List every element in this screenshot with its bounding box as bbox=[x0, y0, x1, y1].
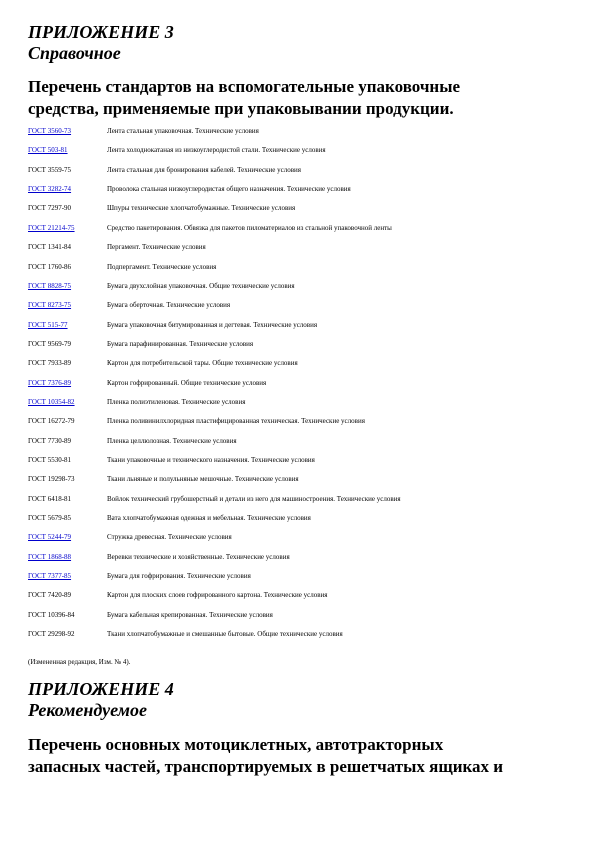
standard-row bbox=[28, 144, 588, 156]
standard-description: Подпергамент. Технические условия bbox=[107, 262, 217, 271]
standard-row bbox=[28, 531, 588, 543]
standard-row bbox=[28, 183, 588, 195]
standard-description: Бумага двухслойная упаковочная. Общие технические условия bbox=[107, 281, 295, 290]
standard-code-link[interactable]: ГОСТ 21214-75 bbox=[28, 223, 75, 232]
standard-code-link[interactable]: ГОСТ 7376-89 bbox=[28, 378, 72, 387]
standard-code: ГОСТ 29298-92 bbox=[28, 630, 75, 639]
standard-code: ГОСТ 7933-89 bbox=[28, 359, 72, 368]
standard-code: ГОСТ 1341-84 bbox=[28, 243, 72, 252]
standard-row bbox=[28, 202, 588, 214]
appendix-3-heading-line-2: средства, применяемые при упаковывании продукции. bbox=[28, 99, 454, 118]
standard-row bbox=[28, 396, 588, 408]
standard-description: Пергамент. Технические условия bbox=[107, 243, 206, 252]
standard-row bbox=[28, 261, 588, 273]
standard-code: ГОСТ 3559-75 bbox=[28, 165, 72, 174]
appendix-3-heading-line-1: Перечень стандартов на вспомогательные упаковочные bbox=[28, 77, 461, 96]
standard-description: Лента холоднокатаная из низкоуглеродистой стали. Технические условия bbox=[107, 146, 326, 155]
standard-description: Бумага парафинированная. Технические условия bbox=[107, 339, 254, 348]
standard-code-link[interactable]: ГОСТ 5244-79 bbox=[28, 533, 72, 542]
standard-description: Вата хлопчатобумажная одежная и мебельная. Технические условия bbox=[107, 514, 311, 522]
standard-row bbox=[28, 377, 588, 389]
appendix-3-title: ПРИЛОЖЕНИЕ 3 bbox=[28, 22, 174, 42]
standard-description: Войлок технический грубошерстный и детали из него для машиностроения. Технические условия bbox=[107, 494, 401, 503]
standard-row bbox=[28, 551, 588, 563]
appendix-4-heading-line-1: Перечень основных мотоциклетных, автотракторных bbox=[28, 735, 444, 754]
standard-code: ГОСТ 10396-84 bbox=[28, 610, 75, 619]
standard-code-link[interactable]: ГОСТ 8828-75 bbox=[28, 281, 72, 290]
standard-code: ГОСТ 16272-79 bbox=[28, 417, 75, 426]
standard-description: Пленка целлюлозная. Технические условия bbox=[107, 436, 237, 445]
standard-row bbox=[28, 299, 588, 311]
standard-description: Шпуры технические хлопчатобумажные. Технические условия bbox=[107, 204, 296, 213]
standard-code-link[interactable]: ГОСТ 503-81 bbox=[28, 146, 68, 155]
standard-row bbox=[28, 125, 588, 137]
standard-code: ГОСТ 7297-90 bbox=[28, 204, 72, 213]
standard-code-link[interactable]: ГОСТ 1868-88 bbox=[28, 552, 72, 561]
standard-description: Средство пакетирования. Обвязка для пакетов пиломатериалов из стальной упаковочной ленты bbox=[107, 223, 392, 232]
standard-description: Ткани льняные и полульняные мешочные. Технические условия bbox=[107, 475, 299, 484]
standard-code-link[interactable]: ГОСТ 8273-75 bbox=[28, 301, 72, 310]
standard-description: Пленка поливинилхлоридная пластифицированная техническая. Технические условия bbox=[107, 417, 365, 426]
standard-code-link[interactable]: ГОСТ 7377-85 bbox=[28, 572, 72, 580]
appendix-4-subtitle: Рекомендуемое bbox=[28, 700, 147, 720]
standard-code: ГОСТ 7420-89 bbox=[28, 591, 72, 600]
standard-description: Проволока стальная низкоуглеродистая общего назначения. Технические условия bbox=[107, 185, 351, 194]
standard-code: ГОСТ 5530-81 bbox=[28, 456, 72, 464]
standard-row bbox=[28, 493, 588, 505]
standard-code: ГОСТ 7730-89 bbox=[28, 436, 72, 445]
standard-row bbox=[28, 241, 588, 253]
standard-code: ГОСТ 9569-79 bbox=[28, 339, 72, 348]
standard-description: Картон гофрированный. Общие технические условия bbox=[107, 378, 267, 387]
standard-description: Лента стальная для бронирования кабелей. Технические условия bbox=[107, 165, 301, 174]
standard-description: Картон для потребительской тары. Общие технические условия bbox=[107, 359, 298, 368]
standard-description: Бумага упаковочная битумированная и дегтевая. Технические условия bbox=[107, 320, 318, 329]
standard-row bbox=[28, 222, 588, 234]
standard-description: Бумага кабельная крепированная. Технические условия bbox=[107, 610, 273, 619]
standard-code-link[interactable]: ГОСТ 3282-74 bbox=[28, 185, 72, 194]
standard-row bbox=[28, 609, 588, 621]
standard-description: Лента стальная упаковочная. Технические условия bbox=[107, 127, 259, 135]
standard-description: Ткани упаковочные и технического назначения. Технические условия bbox=[107, 456, 315, 464]
standard-row bbox=[28, 319, 588, 331]
appendix-4-heading-line-2: запасных частей, транспортируемых в решетчатых ящиках и bbox=[28, 757, 504, 776]
standard-row bbox=[28, 628, 588, 640]
standard-code: ГОСТ 19298-73 bbox=[28, 475, 75, 484]
standard-code: ГОСТ 5679-85 bbox=[28, 514, 72, 522]
standard-code-link[interactable]: ГОСТ 10354-82 bbox=[28, 397, 75, 406]
standard-row bbox=[28, 570, 588, 582]
standard-description: Бумага оберточная. Технические условия bbox=[107, 301, 231, 310]
standard-row bbox=[28, 589, 588, 601]
standard-description: Пленка полиэтиленовая. Технические условия bbox=[107, 397, 246, 406]
standard-row bbox=[28, 338, 588, 350]
standard-code: ГОСТ 1760-86 bbox=[28, 262, 72, 271]
standard-code: ГОСТ 6418-81 bbox=[28, 494, 72, 503]
standard-code-link[interactable]: ГОСТ 515-77 bbox=[28, 320, 68, 329]
standard-description: Бумага для гофрирования. Технические условия bbox=[107, 572, 251, 580]
standard-code-link[interactable]: ГОСТ 3560-73 bbox=[28, 127, 72, 135]
standard-description: Стружка древесная. Технические условия bbox=[107, 533, 232, 542]
standard-row bbox=[28, 473, 588, 485]
appendix-4-title: ПРИЛОЖЕНИЕ 4 bbox=[28, 679, 174, 699]
appendix-3-heading bbox=[28, 76, 573, 120]
standard-row bbox=[28, 435, 588, 447]
standard-row bbox=[28, 415, 588, 427]
standard-row bbox=[28, 164, 588, 176]
standard-row bbox=[28, 280, 588, 292]
standard-description: Ткани хлопчатобумажные и смешанные бытовые. Общие технические условия bbox=[107, 630, 343, 639]
standard-row bbox=[28, 454, 588, 466]
appendix-3-subtitle: Справочное bbox=[28, 43, 121, 63]
standard-row bbox=[28, 357, 588, 369]
appendix-4-heading bbox=[28, 734, 573, 778]
standard-description: Веревки технические и хозяйственные. Технические условия bbox=[107, 552, 290, 561]
standard-description: Картон для плоских слоев гофрированного картона. Технические условия bbox=[107, 591, 328, 600]
amendment-note: (Измененная редакция, Изм. № 4). bbox=[28, 658, 131, 666]
standard-row bbox=[28, 512, 588, 524]
